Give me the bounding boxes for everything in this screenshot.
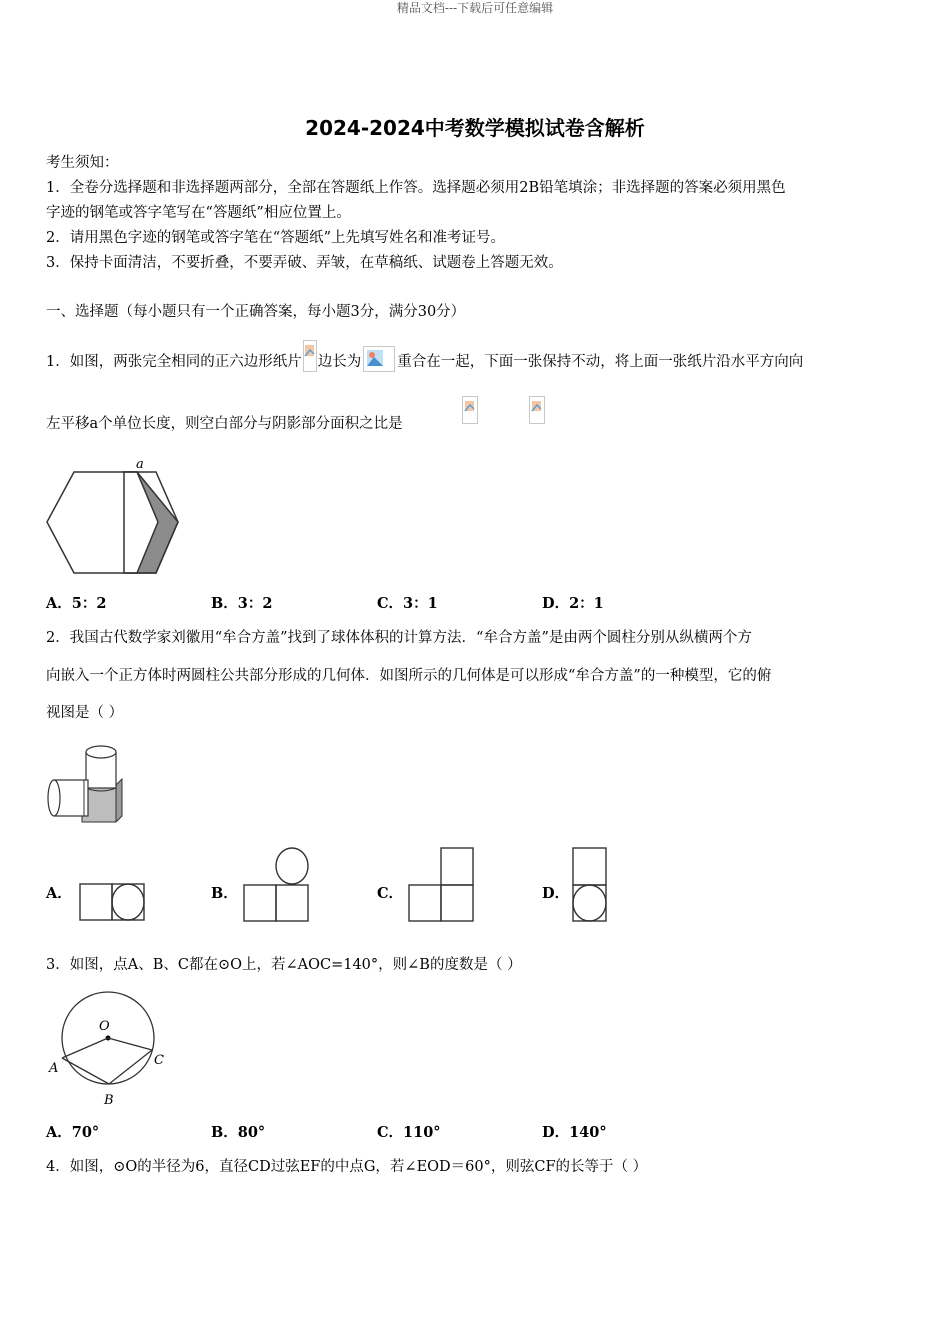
question-4-line: 4．如图，⊙O的半径为6，直径CD过弦EF的中点G，若∠EOD＝60°，则弦CF的长等于（ ） bbox=[46, 1159, 648, 1175]
broken-image-icon bbox=[529, 396, 545, 424]
q2-option-d-label[interactable]: D． bbox=[542, 885, 570, 902]
q2-option-c-figure[interactable] bbox=[407, 844, 477, 926]
q2-option-d-figure[interactable] bbox=[570, 844, 610, 926]
question-2-line: 向嵌入一个正方体时两圆柱公共部分形成的几何体．如图所示的几何体是可以形成“牟合方盖”的一种模型，它的俯 bbox=[46, 668, 772, 684]
notice-item: 1．全卷分选择题和非选择题两部分，全部在答题纸上作答。选择题必须用2B铅笔填涂；非选择题的答案必须用黑色 bbox=[46, 180, 786, 196]
broken-image-icon bbox=[462, 396, 478, 424]
q2-option-b-label[interactable]: B． bbox=[211, 885, 238, 902]
q2-option-b-figure[interactable] bbox=[242, 844, 312, 926]
q3-option-a[interactable]: A．70° bbox=[46, 1124, 100, 1141]
header-note: 精品文档---下载后可任意编辑 bbox=[396, 1, 554, 15]
q1-text-c: 重合在一起，下面一张保持不动，将上面一张纸片沿水平方向向 bbox=[397, 354, 804, 370]
q2-option-a-figure[interactable] bbox=[78, 880, 146, 924]
q1-option-d[interactable]: D．2：1 bbox=[542, 595, 604, 612]
q1-text-b: 边长为 bbox=[317, 354, 362, 370]
hexagon-figure bbox=[40, 452, 185, 582]
q1-option-c[interactable]: C．3：1 bbox=[377, 595, 438, 612]
point-label-c: C bbox=[154, 1053, 164, 1068]
page-title: 2024-2024中考数学模拟试卷含解析 bbox=[305, 116, 645, 140]
q1-option-b[interactable]: B．3：2 bbox=[211, 595, 273, 612]
section-heading: 一、选择题（每小题只有一个正确答案，每小题3分，满分30分） bbox=[46, 304, 466, 320]
q3-option-d[interactable]: D．140° bbox=[542, 1124, 607, 1141]
point-label-o: O bbox=[99, 1019, 110, 1034]
notice-item: 2．请用黑色字迹的钢笔或答字笔在“答题纸”上先填写姓名和准考证号。 bbox=[46, 230, 506, 246]
notice-item: 字迹的钢笔或答字笔写在“答题纸”相应位置上。 bbox=[46, 205, 351, 221]
point-label-b: B bbox=[104, 1093, 114, 1108]
circle-aoc-figure bbox=[44, 986, 172, 1110]
q1-text-line2: 左平移a个单位长度，则空白部分与阴影部分面积之比是 bbox=[46, 416, 403, 432]
notice-heading: 考生须知： bbox=[46, 155, 119, 171]
notice-item: 3．保持卡面清洁，不要折叠，不要弄破、弄皱，在草稿纸、试题卷上答题无效。 bbox=[46, 255, 563, 271]
question-1-line-2 bbox=[46, 414, 403, 434]
broken-image-icon bbox=[363, 346, 395, 372]
point-label-a: A bbox=[49, 1061, 59, 1076]
q3-option-b[interactable]: B．80° bbox=[211, 1124, 266, 1141]
question-1-line-1 bbox=[46, 340, 803, 372]
q2-option-a-label[interactable]: A． bbox=[46, 885, 72, 902]
q2-option-c-label[interactable]: C． bbox=[377, 885, 404, 902]
question-2-line: 视图是（ ） bbox=[46, 705, 124, 721]
q3-option-c[interactable]: C．110° bbox=[377, 1124, 441, 1141]
cylinder-cube-figure bbox=[44, 740, 126, 826]
q1-text-a: 1．如图，两张完全相同的正六边形纸片 bbox=[46, 354, 302, 370]
question-2-line: 2．我国古代数学家刘徽用“牟合方盖”找到了球体体积的计算方法．“牟合方盖”是由两个圆柱分别从纵横两个方 bbox=[46, 630, 752, 646]
q1-option-a[interactable]: A．5：2 bbox=[46, 595, 107, 612]
question-3-line: 3．如图，点A、B、C都在⊙O上，若∠AOC=140°，则∠B的度数是（ ） bbox=[46, 957, 522, 973]
broken-image-icon bbox=[303, 340, 317, 372]
figure-label-a: a bbox=[136, 457, 144, 472]
